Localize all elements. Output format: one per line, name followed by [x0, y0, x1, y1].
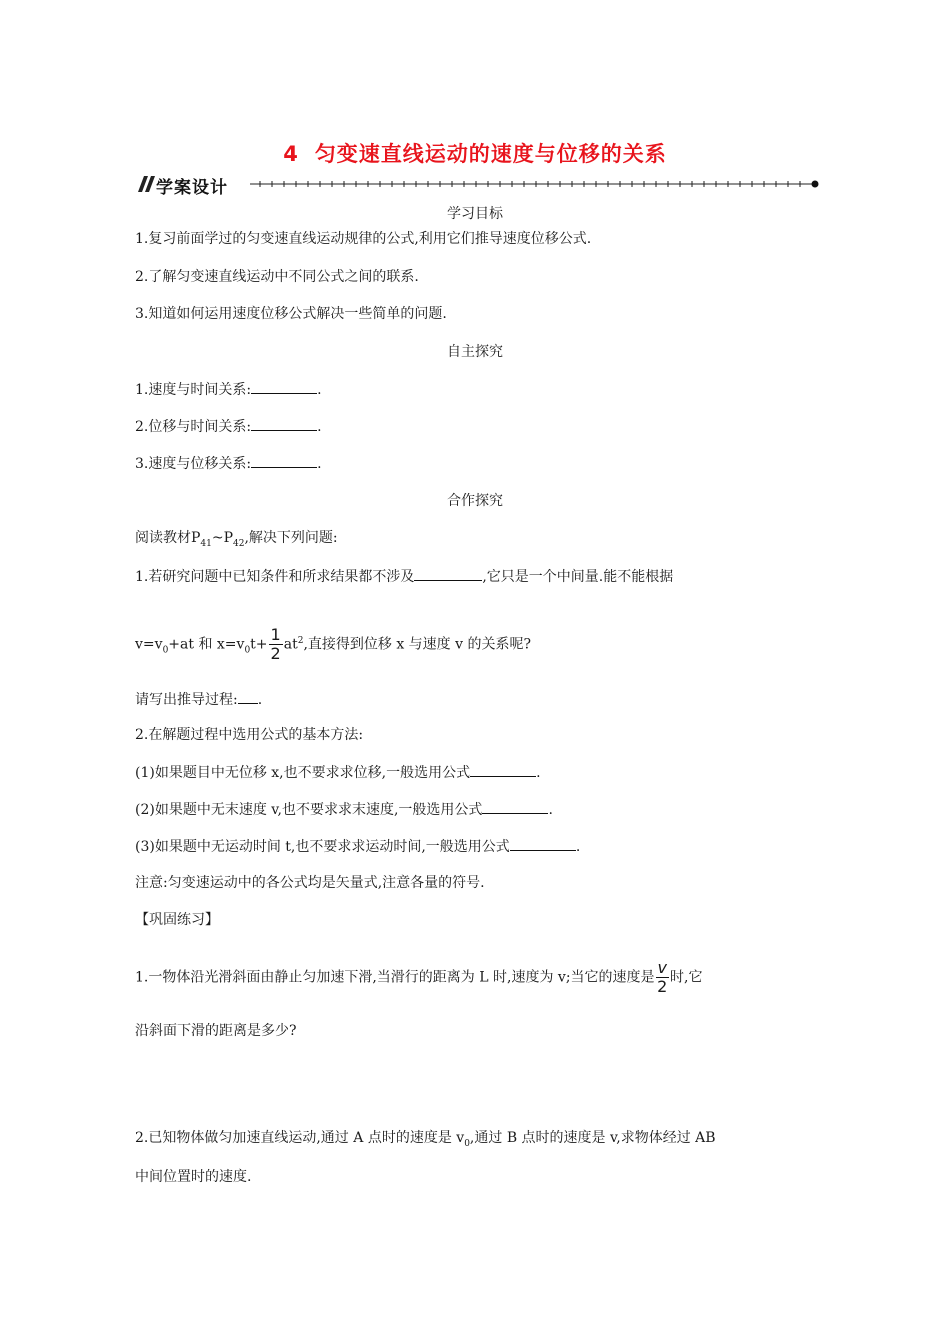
- formula-subscript: 0: [244, 645, 251, 656]
- banner-stripe-icon: [134, 176, 156, 192]
- practice-text: 1.一物体沿光滑斜面由静止匀加速下滑,当滑行的距离为 L 时,速度为 v;当它的速度是: [135, 969, 655, 986]
- practice-text: 2.已知物体做匀加速直线运动,通过 A 点时的速度是 v: [135, 1130, 465, 1146]
- item-end-punct: .: [575, 839, 581, 855]
- practice-text: 时,它: [670, 969, 703, 986]
- self-study-item-3: [135, 453, 322, 474]
- heading-learning-goals: 学习目标: [447, 206, 503, 222]
- answer-blank[interactable]: [482, 799, 548, 814]
- intro-text: 阅读教材P: [135, 530, 201, 546]
- item-end-punct: .: [257, 692, 263, 708]
- item-end-punct: .: [317, 419, 322, 435]
- formula-superscript: 2: [297, 635, 304, 646]
- practice-text: ,通过 B 点时的速度是 v,求物体经过 AB: [469, 1130, 716, 1146]
- formula-subscript: 0: [464, 1138, 470, 1149]
- practice-2-line-2: 中间位置时的速度.: [135, 1169, 252, 1185]
- fraction-denominator: 2: [657, 977, 668, 996]
- goal-item-3: 3.知道如何运用速度位移公式解决一些简单的问题.: [135, 306, 447, 322]
- goal-item-2: 2.了解匀变速直线运动中不同公式之间的联系.: [135, 269, 419, 285]
- question-2-sub-2: [135, 799, 553, 820]
- question-1-formula-line: [135, 626, 531, 663]
- reading-instruction: [135, 528, 338, 554]
- section-banner: [134, 172, 820, 196]
- formula-text: ,直接得到位移 x 与速度 v 的关系呢?: [303, 636, 531, 653]
- intro-text: ~P: [211, 530, 234, 546]
- heading-practice: 【巩固练习】: [135, 912, 219, 928]
- answer-blank[interactable]: [251, 379, 317, 394]
- formula-text: t+: [250, 636, 268, 653]
- fraction-one-half: [269, 626, 283, 663]
- banner-dotted-rule: [250, 178, 820, 190]
- question-text: 1.若研究问题中已知条件和所求结果都不涉及: [135, 569, 415, 585]
- formula-text: at: [283, 636, 298, 653]
- fraction-numerator: 1: [270, 625, 281, 644]
- question-2-sub-1: [135, 762, 541, 783]
- sub-question-text: (1)如果题目中无位移 x,也不要求求位移,一般选用公式: [135, 765, 471, 781]
- heading-self-study: 自主探究: [447, 344, 503, 360]
- practice-1-line-2: 沿斜面下滑的距离是多少?: [135, 1023, 297, 1039]
- self-study-item-1-label: 1.速度与时间关系:: [135, 382, 252, 398]
- fraction-denominator: 2: [270, 644, 281, 663]
- sub-question-text: (3)如果题中无运动时间 t,也不要求求运动时间,一般选用公式: [135, 839, 510, 855]
- sub-question-text: (2)如果题中无末速度 v,也不要求求末速度,一般选用公式: [135, 802, 483, 818]
- goal-item-1: 1.复习前面学过的匀变速直线运动规律的公式,利用它们推导速度位移公式.: [135, 231, 592, 247]
- fraction-v-over-2: [656, 959, 669, 996]
- self-study-item-2: [135, 416, 322, 437]
- title-text: 匀变速直线运动的速度与位移的关系: [314, 142, 667, 166]
- question-2: 2.在解题过程中选用公式的基本方法:: [135, 727, 364, 743]
- formula-text: v=v: [135, 636, 163, 653]
- derivation-prompt: [135, 689, 262, 710]
- answer-blank[interactable]: [251, 453, 317, 468]
- page-subscript: 42: [233, 538, 245, 549]
- answer-blank[interactable]: [414, 566, 482, 581]
- item-end-punct: .: [536, 765, 541, 781]
- banner-label: 学案设计: [156, 178, 228, 198]
- practice-2-line-1: [135, 1128, 716, 1154]
- note-text: 注意:匀变速运动中的各公式均是矢量式,注意各量的符号.: [135, 875, 485, 891]
- practice-1-line-1: [135, 959, 702, 996]
- title-number: 4: [283, 142, 299, 166]
- answer-blank[interactable]: [470, 762, 536, 777]
- formula-text: +at 和 x=v: [168, 636, 245, 653]
- question-1-line-1: [135, 566, 673, 587]
- item-end-punct: .: [548, 802, 553, 818]
- answer-blank[interactable]: [510, 836, 576, 851]
- question-2-sub-3: [135, 836, 580, 857]
- formula-subscript: 0: [162, 645, 169, 656]
- question-text: ,它只是一个中间量.能不能根据: [482, 569, 674, 585]
- intro-text: ,解决下列问题:: [244, 530, 338, 546]
- self-study-item-2-label: 2.位移与时间关系:: [135, 419, 252, 435]
- self-study-item-3-label: 3.速度与位移关系:: [135, 456, 252, 472]
- self-study-item-1: [135, 379, 322, 400]
- derivation-label: 请写出推导过程:: [135, 692, 238, 708]
- item-end-punct: .: [317, 456, 322, 472]
- fraction-numerator: v: [657, 958, 667, 977]
- heading-cooperative-study: 合作探究: [447, 493, 503, 509]
- page-title: [0, 138, 950, 168]
- item-end-punct: .: [317, 382, 322, 398]
- answer-blank[interactable]: [238, 689, 258, 704]
- answer-blank[interactable]: [251, 416, 317, 431]
- page-subscript: 41: [200, 538, 212, 549]
